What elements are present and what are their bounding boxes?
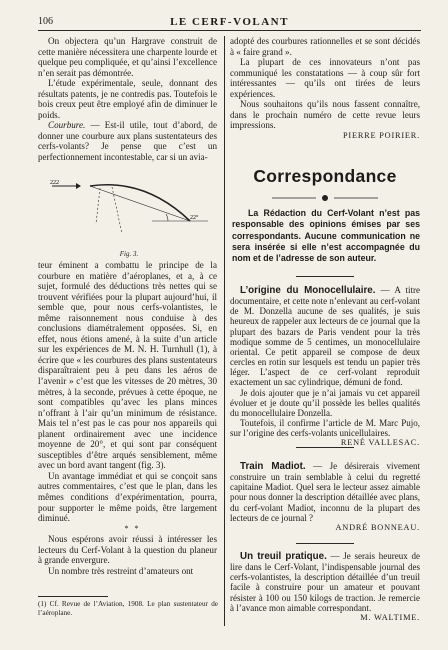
article-text: — A titre documentaire, et cette note n’enlevant au cerf-volant de M. Donzella aucune de ses qualités, je suis heureux de rappeler aux lecteurs de ce journal que la plupart des bazars de Paris vendent pour la très modique somme de 5 centimes, un monocellulaire oriental. Ce petit appareil se compose de deux cercles en rotin sur lesquels est tendu un papier très léger. L’aspect de ce cerf-volant reproduit exactement un sac cylindrique, démuni de fond. [230,285,420,388]
angle-arc [166,214,168,221]
section-title: Correspondance [253,166,397,186]
notice-text: La Rédaction du Cerf-Volant n’est pas responsable des opinions émises par ses correspondants. Aucune communication ne sera insérée si elle n’est accompagnée du nom et de l’adresse de son auteur. [232,208,420,264]
paragraph: On objectera qu’un Hargrave construit de cette manière nécessitera une charpente lourde et quelque peu compliquée, et qu’ainsi l’excellence n’en serait pas démontrée. [38,36,217,78]
divider-rule [296,543,354,544]
left-column-bottom [38,260,217,590]
ornament-divider [272,192,378,204]
signature: ANDRÉ BONNEAU. [335,522,420,532]
divider-rule [296,276,354,277]
paragraph: adopté des courbures rationnelles et se sont décidés à « faire grand ». [230,36,420,57]
footnote: (1) Cf. Revue de l’Aviation, 1908. Le plan sustentateur de l’aéroplane. [38,600,218,617]
curved-plane-diagram [40,176,218,244]
article-paragraph [230,551,420,613]
journal-title: LE CERF-VOLANT [170,16,289,28]
paragraph: Nous souhaitons qu’ils nous fassent connaître, dans le prochain numéro de cette revue leurs impressions. [230,99,420,131]
article-text: — Je désirerais vivement construire un train semblable à celui du regretté capitaine Madiot. Quel sera le lecteur assez aimable pour nous donner la description détaillée avec plans, du cerf-volant Madiot, inconnu de la plupart des lecteurs de ce journal ? [230,461,420,523]
figure-marker-a: 222 [50,180,59,186]
signature: M. WALTIME. [360,612,420,622]
signature: RENÉ VALLESAC. [340,438,420,448]
page-number: 106 [38,16,53,27]
article-title: L’origine du Monocellulaire. [240,285,376,296]
article-train-madiot [230,461,420,541]
column-divider [224,36,225,626]
article-paragraph [230,285,420,388]
figure-3 [40,176,218,260]
article-paragraph: Je dois ajouter que je n’ai jamais vu cet appareil évoluer et je doute qu’il possède les belles qualités du monocellulaire Donzella. [230,387,420,418]
paragraph: Un avantage immédiat et qui se conçoit sans autres commentaires, c’est que le plan, dans les mêmes conditions d’expérimentation, pourra, pour supporter le même poids, être largement diminué. [38,470,217,524]
left-column-top [38,36,217,186]
article-title: Un treuil pratique. [240,551,327,562]
article-title: Train Madiot. [240,461,306,472]
chord-line [90,186,190,221]
figure-caption: Fig. 3. [119,250,139,258]
header-rule [38,30,421,31]
paragraph: L’étude expérimentale, seule, donnant des résultats patents, je ne contredis pas. Toutefois le bois creux peut être employé afin de diminuer le poids. [38,78,217,120]
article-treuil [230,551,420,639]
page-header [38,16,421,30]
paragraph: teur éminent a combattu le principe de la courbure en matière d’aéroplanes, et a, à ce sujet, formulé des déductions très nettes qui se trouvent vérifiées pour la plupart aujourd’hui, il semble que, pour nous cerfs-volantistes, le même raisonnement nous conduise à des conclusions diamétralement opposées. Si, en effet, nous étions amené, à la suite d’un article sur les expériences de M. N. H. Turnhull (1), à écrire que « les courbures des plans sustentateurs disparaîtraient peu à peu dans les aéros de l’avenir » c’est que les vitesses de 20 mètres, 30 mètres, à la seconde, prévues à cette époque, ne sont compatibles qu’avec les plans minces n’offrant à l’air qu’un minimum de résistance. Mais tel n’est pas le cas pour nos appareils qui planent ordinairement avec une incidence moyenne de 20°, et qui sont par conséquent susceptibles d’être arqués sensiblement, même avec un bord avant tangent (fig. 3). [38,260,217,471]
paragraph: Nous espérons avoir réussi à intéresser les lecteurs du Cerf-Volant à la question du planeur à grande envergure. [38,534,217,566]
paragraph: Un nombre très restreint d’amateurs ont [48,565,194,576]
article-monocellulaire [230,285,420,448]
figure-marker-b: 22° [190,215,199,221]
dashed-line [96,188,100,224]
section-stars: * * [124,523,141,533]
right-column-top [230,36,420,141]
article-paragraph: Toutefois, il confirme l’article de M. Marc Pujo, sur l’origine des cerfs-volants unicellulaires. [230,418,420,439]
footnote-rule [38,596,108,597]
article-paragraph [230,461,420,523]
article-text: — Je serais heureux de lire dans le Cerf-Volant, l’indispensable journal des cerfs-volantistes, la description détaillée d’un treuil facile à construire pour un amateur et pouvant résister à 100 ou 150 kilogs de traction. Je remercie à l’avance mon aimable correspondant. [230,551,420,613]
paragraph: La plupart de ces innovateurs n’ont pas communiqué les constatations — à coup sûr fort intéressantes — qu’ils ont tirées de leurs expériences. [230,57,420,99]
courbure-term: Courbure. [48,120,86,131]
arrow-head [76,183,81,189]
divider-rule [296,447,354,448]
courbure-paragraph [38,120,217,162]
signature: PIERRE POIRIER. [343,130,420,140]
editorial-notice [232,208,420,268]
courbure-text: — Est-il utile, tout d’abord, de donner une courbure aux plans sustentateurs des cerfs-volants? Je pense que c’est un perfectionnement incontestable, car si un avia- [38,120,217,163]
